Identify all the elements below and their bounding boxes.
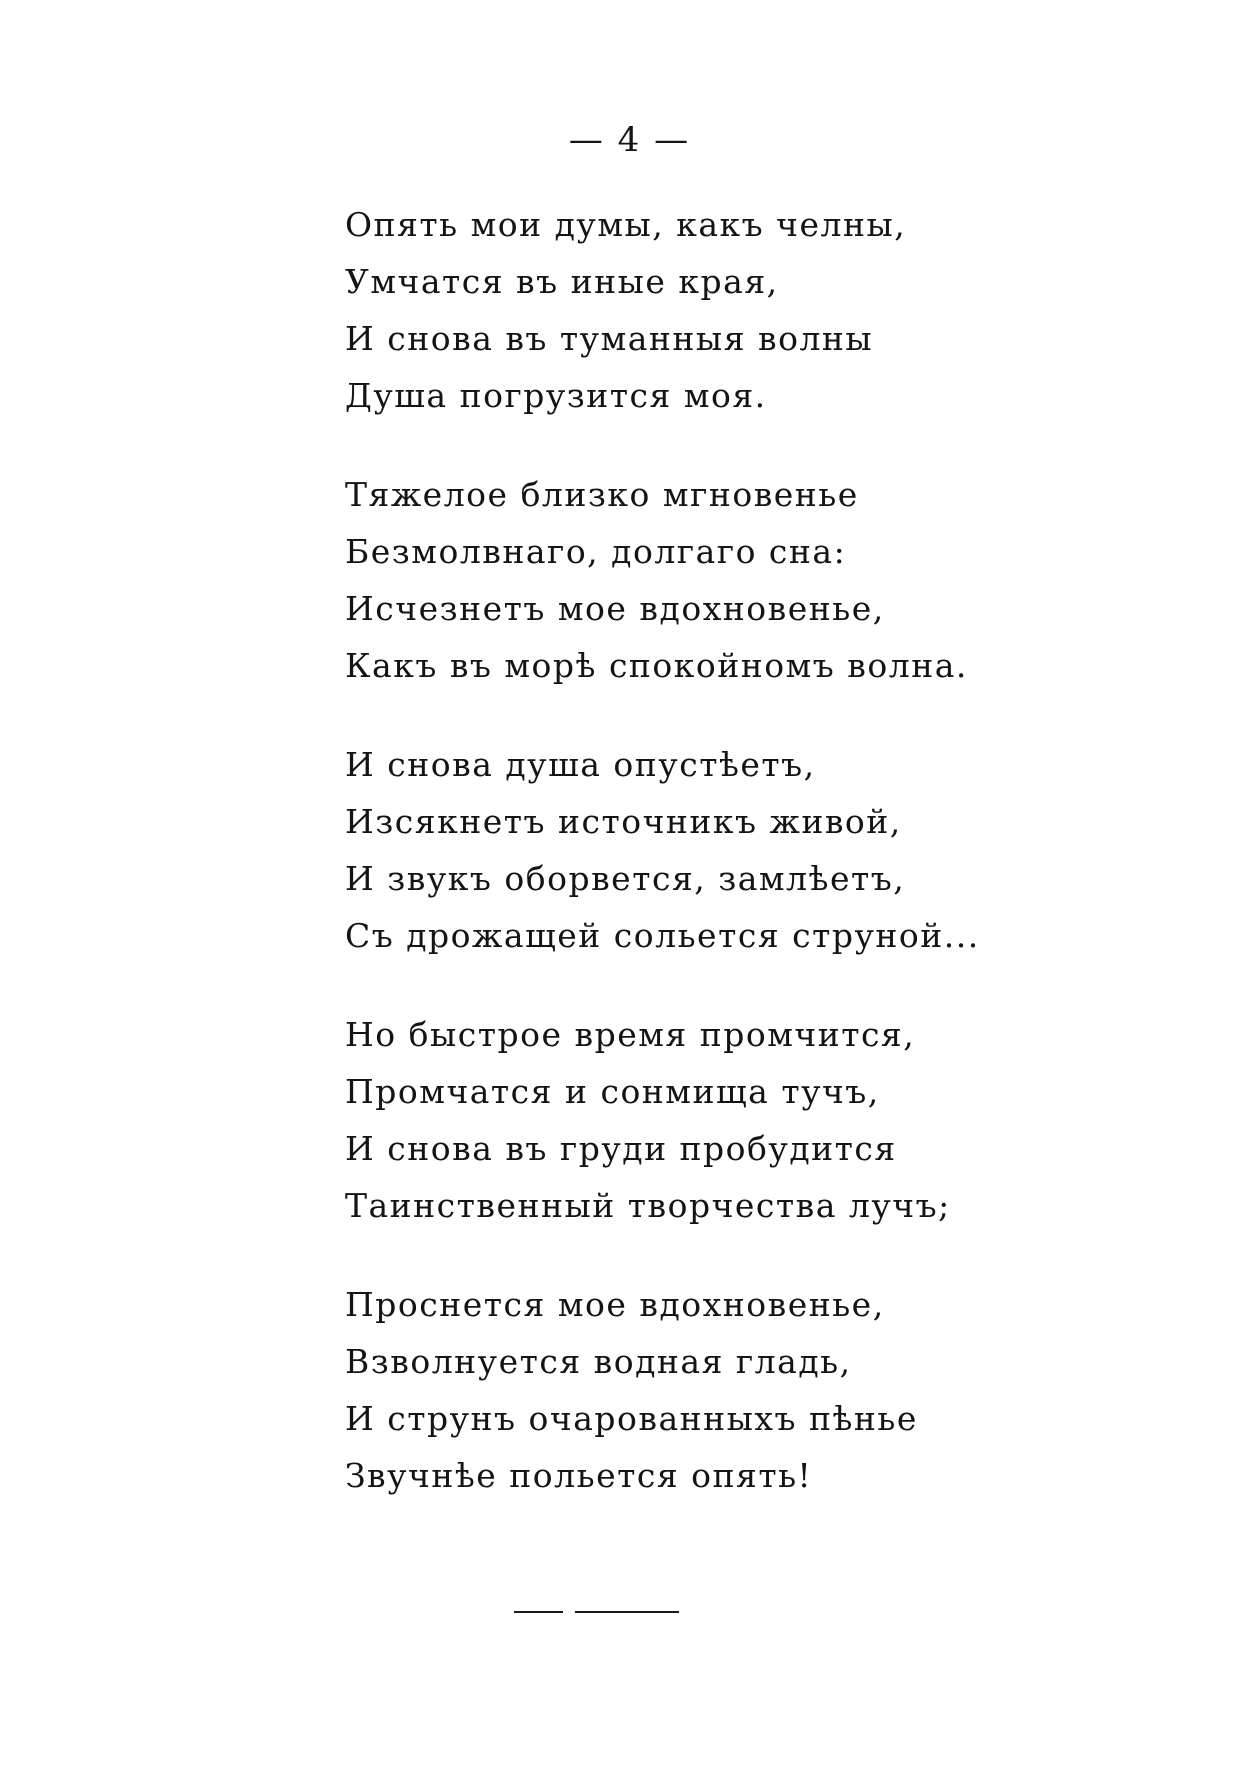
poem-line: Опять мои думы, какъ челны,	[345, 205, 907, 244]
poem-line: И звукъ оборвется, замлѣетъ,	[345, 859, 906, 898]
poem-line: Тяжелое близко мгновенье	[345, 475, 859, 514]
poem-line: Исчезнетъ мое вдохновенье,	[345, 589, 885, 628]
poem-line: Взволнуется водная гладь,	[345, 1342, 852, 1381]
poem-line: Изсякнетъ источникъ живой,	[345, 802, 902, 841]
poem-line: И снова въ груди пробудится	[345, 1129, 897, 1168]
poem-line: И снова въ туманныя волны	[345, 319, 874, 358]
poem-line: Промчатся и сонмища тучъ,	[345, 1072, 880, 1111]
poem-line: Звучнѣе польется опять!	[345, 1456, 813, 1495]
poem	[345, 196, 1045, 1546]
poem-line: И снова душа опустѣетъ,	[345, 745, 816, 784]
poem-line: Безмолвнаго, долгаго сна:	[345, 532, 847, 571]
stanza-3	[345, 736, 1045, 964]
poem-line: Но быстрое время промчится,	[345, 1015, 916, 1054]
poem-line: Съ дрожащей сольется струной...	[345, 916, 980, 955]
poem-line: Душа погрузится моя.	[345, 376, 767, 415]
poem-line: И струнъ очарованныхъ пѣнье	[345, 1399, 918, 1438]
poem-line: Какъ въ морѣ спокойномъ волна.	[345, 646, 968, 685]
poem-line: Таинственный творчества лучъ;	[345, 1186, 951, 1225]
stanza-4	[345, 1006, 1045, 1234]
poem-line: Умчатся въ иные края,	[345, 262, 779, 301]
stanza-5	[345, 1276, 1045, 1504]
end-rule	[514, 1611, 679, 1613]
stanza-1	[345, 196, 1045, 424]
poem-line: Проснется мое вдохновенье,	[345, 1285, 885, 1324]
page-number: — 4 —	[568, 120, 691, 160]
end-rule-gap	[563, 1607, 575, 1617]
stanza-2	[345, 466, 1045, 694]
